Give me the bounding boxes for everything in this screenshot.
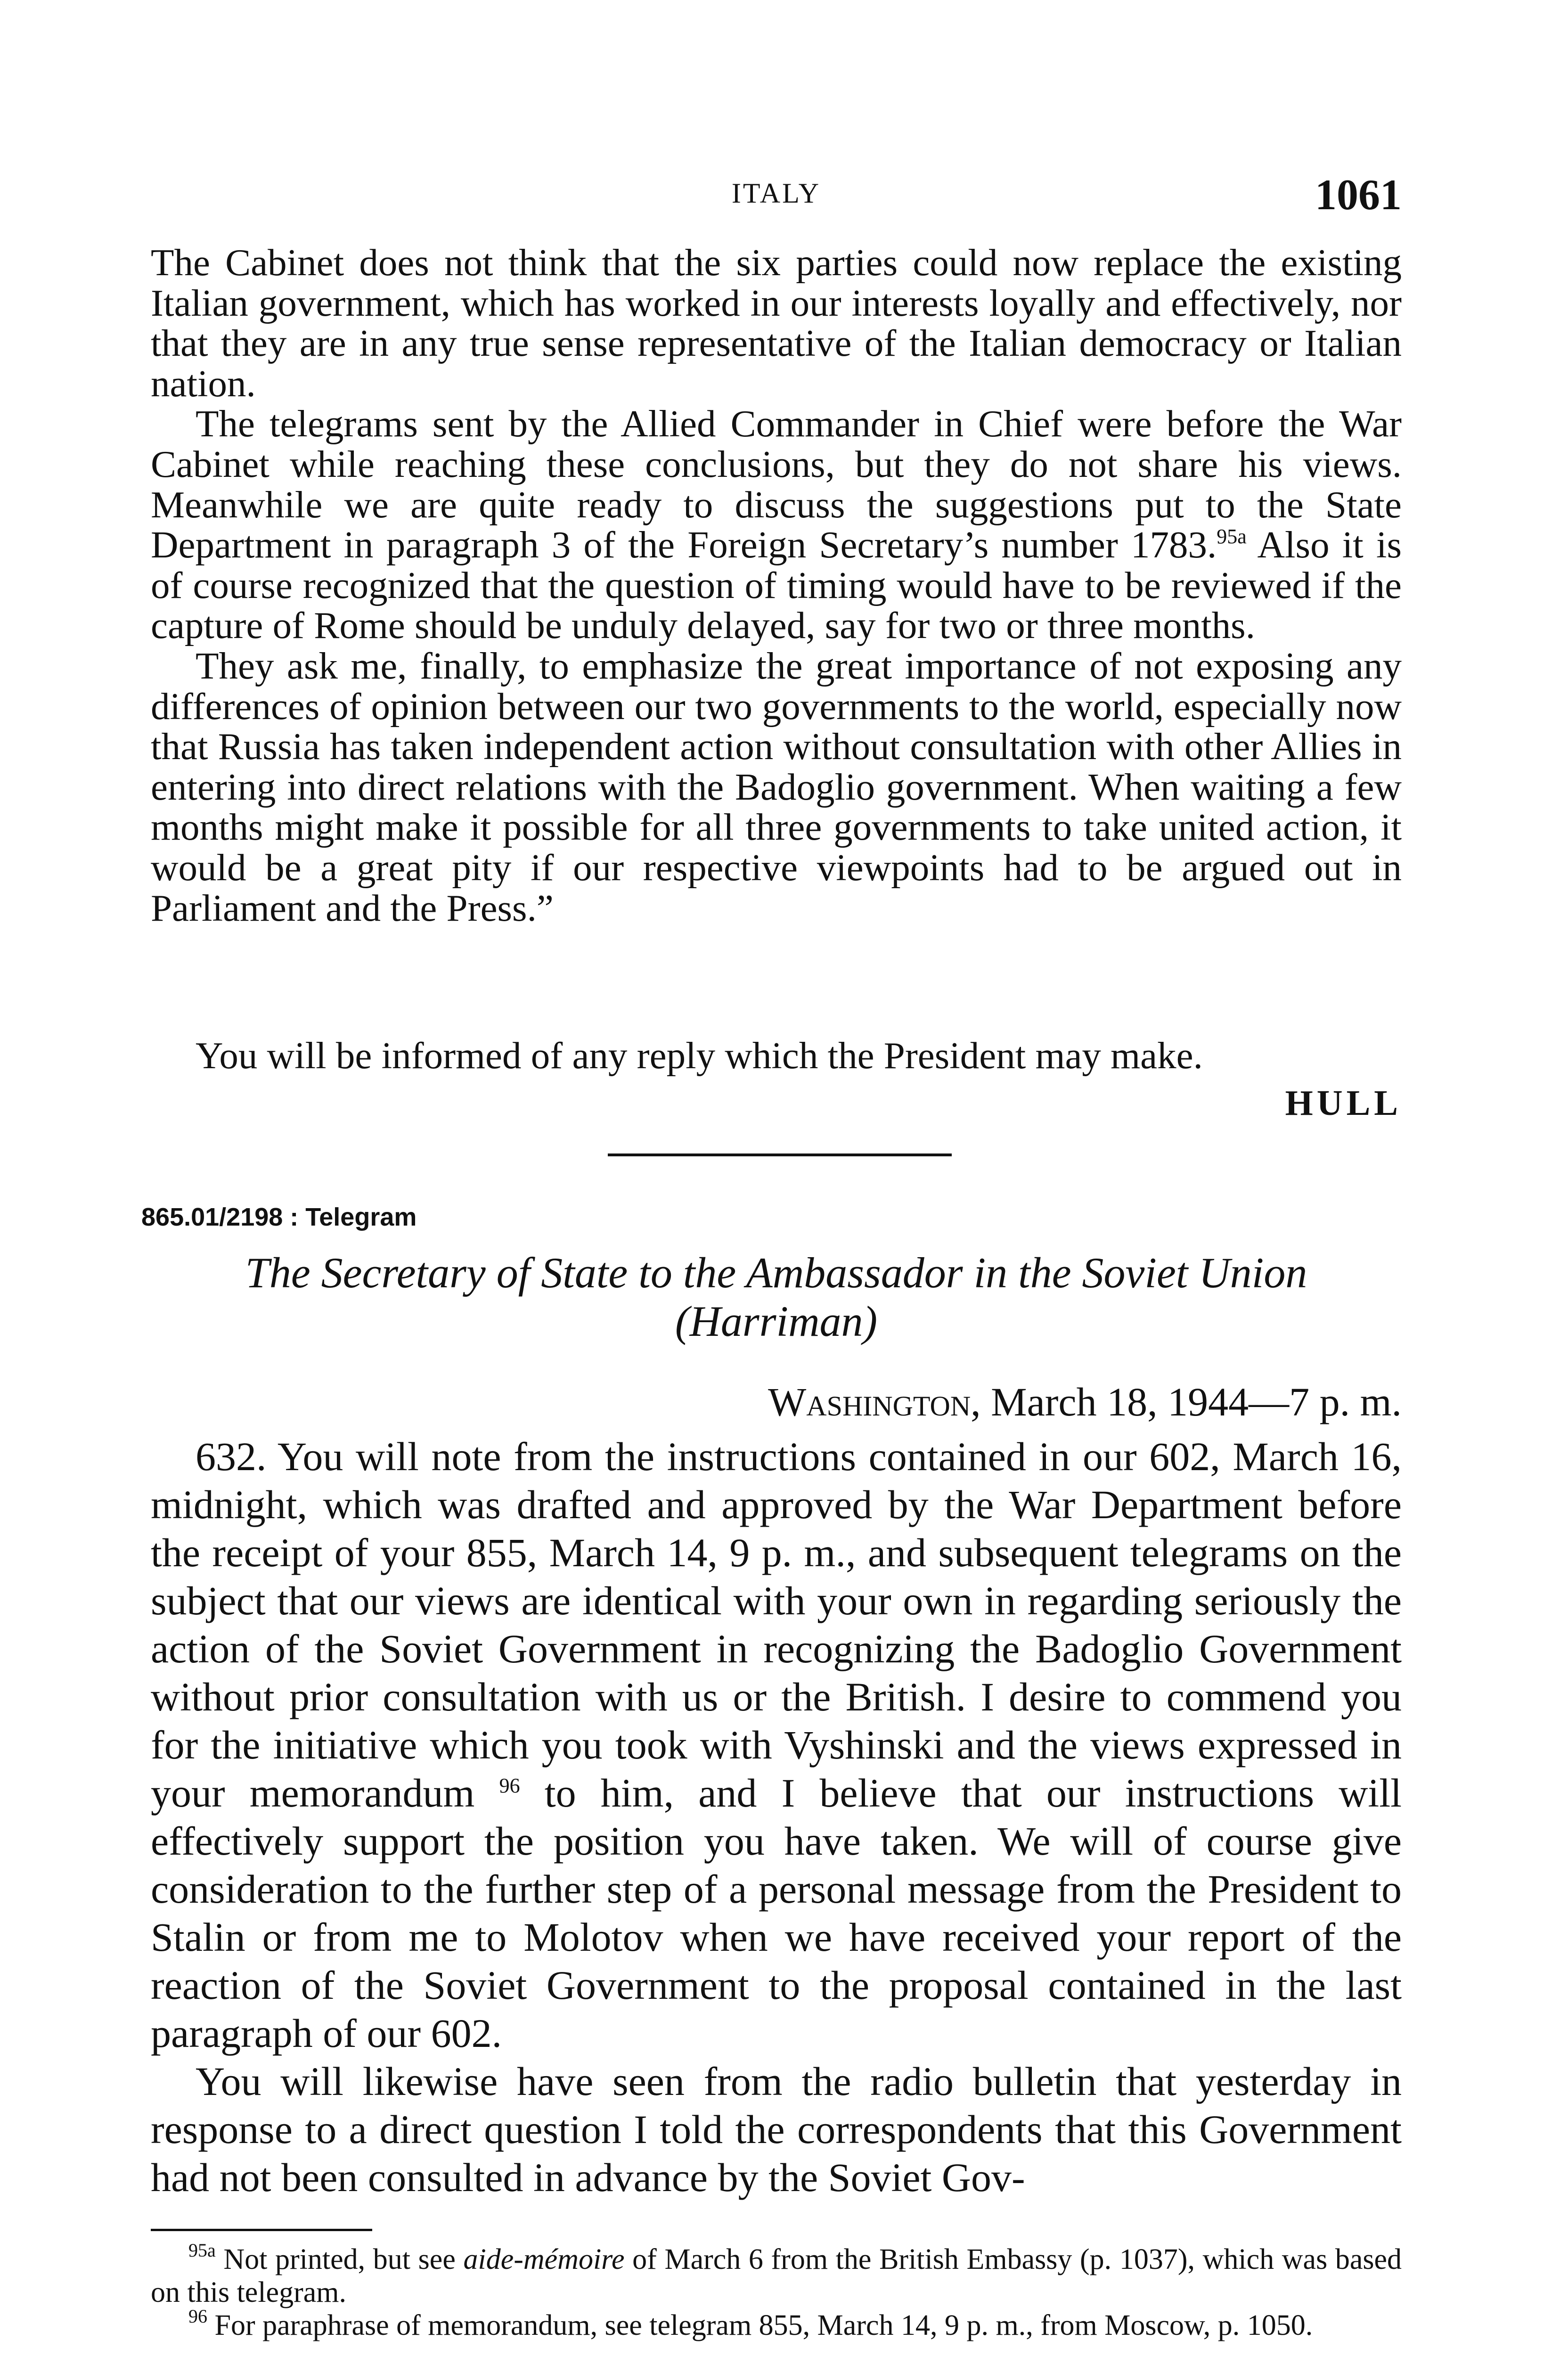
page-number: 1061	[1315, 171, 1402, 219]
quote-paragraph-2-continued: Also it is of course recognized that the question of timing would have to be reviewed if the capture of Rome should be unduly delayed, say for two or three months.	[151, 524, 1402, 647]
telegram-paragraph-1-text: 632. You will note from the instructions contained in our 602, March 16, midnight, which was drafted and approved by the War Department before the receipt of your 855, March 14, 9 p. m., and subsequent telegrams on the subject that our views are identical with your own in regarding seriously the action of the Soviet Government in recognizing the Badoglio Government without prior consultation with us or the British. I desire to commend you for the initiative which you took with Vyshinski and the views expressed in your memorandum	[151, 1434, 1402, 1816]
footnotes	[151, 2240, 1402, 2342]
footnote-text: Not printed, but see	[215, 2243, 464, 2275]
footnote-mark: 96	[188, 2306, 207, 2327]
footnote-reference-95a: 95a	[1217, 525, 1247, 548]
document-title-line-1: The Secretary of State to the Ambassador in the Soviet Union	[245, 1249, 1307, 1297]
quote-paragraph-2	[151, 404, 1402, 646]
telegram-paragraph-1-continued: to him, and I believe that our instructions will effectively support the position you have taken. We will of course give consideration to the further step of a personal message from the President to Stalin or from me to Molotov when we have received your report of the reaction of the Soviet Government to the proposal contained in the last paragraph of our 602.	[151, 1770, 1402, 2056]
closing-paragraph	[151, 1036, 1402, 1076]
quoted-message	[151, 243, 1402, 928]
quote-paragraph-1: The Cabinet does not think that the six parties could now replace the existing Italian government, which has worked in our interests loyally and effectively, nor that they are in any true sense representative of the Italian democracy or Italian nation.	[151, 241, 1402, 405]
dateline-place: Washington	[768, 1379, 971, 1424]
telegram-body	[151, 1432, 1402, 2201]
footnote-text-continued: of March 6 from the British Embassy (p. 1037), which was based on this telegram.	[151, 2243, 1402, 2308]
footnote-text: For paraphrase of memorandum, see telegram 855, March 14, 9 p. m., from Moscow, p. 1050.	[207, 2309, 1313, 2341]
document-title-line-2: (Harriman)	[675, 1297, 878, 1345]
dateline-date: , March 18, 1944—7 p. m.	[971, 1379, 1402, 1424]
running-head	[151, 170, 1402, 226]
footnote-mark: 95a	[188, 2240, 216, 2261]
quote-paragraph-3: They ask me, finally, to emphasize the great importance of not exposing any differences of opinion between our two governments to the world, especially now that Russia has taken independent action without consultation with other Allies in entering into direct relations with the Badoglio government. When waiting a few months might make it possible for all three governments to take united action, it would be a great pity if our respective viewpoints had to be argued out in Parliament and the Press.”	[151, 644, 1402, 929]
signature: HULL	[1285, 1083, 1402, 1123]
section-divider	[608, 1153, 952, 1156]
footnote-96	[151, 2306, 1402, 2342]
footnote-reference-96: 96	[499, 1774, 520, 1797]
dateline	[151, 1378, 1402, 1425]
running-title: ITALY	[731, 178, 821, 209]
footnote-italic-term: aide-mémoire	[463, 2243, 625, 2275]
document-title	[151, 1249, 1402, 1346]
quote-paragraph-2-text: The telegrams sent by the Allied Commander in Chief were before the War Cabinet while reaching these conclusions, but they do not share his views. Meanwhile we are quite ready to discuss the suggestions put to the State Department in paragraph 3 of the Foreign Secretary’s number 1783.	[151, 402, 1402, 566]
file-reference: 865.01/2198 : Telegram	[141, 1203, 417, 1231]
closing-text: You will be informed of any reply which the President may make.	[196, 1034, 1203, 1077]
footnote-95a	[151, 2240, 1402, 2309]
footnote-rule	[151, 2229, 372, 2231]
telegram-paragraph-1	[151, 1432, 1402, 2057]
telegram-paragraph-2: You will likewise have seen from the radio bulletin that yesterday in response to a direct question I told the correspondents that this Government had not been consulted in advance by the Soviet Gov-	[151, 2059, 1402, 2200]
